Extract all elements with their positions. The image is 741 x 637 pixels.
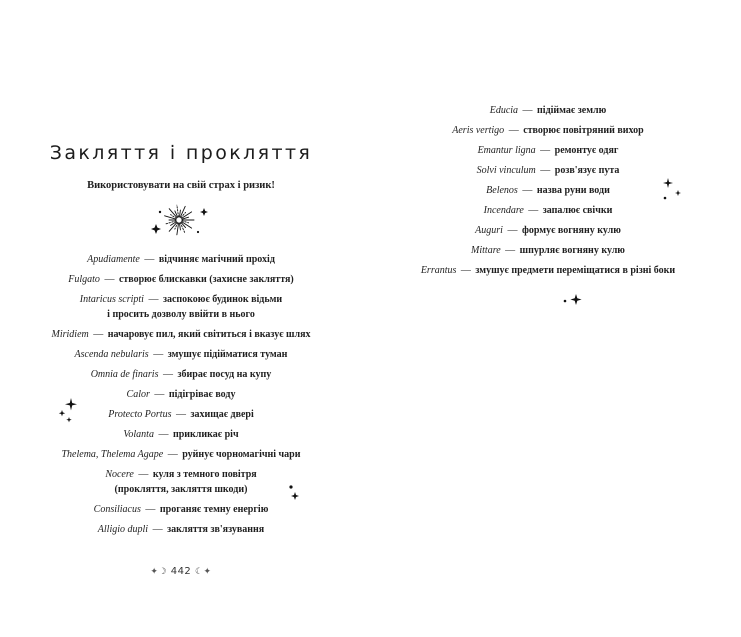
spell-name: Mittare — [471, 245, 501, 256]
spell-name: Auguri — [475, 225, 503, 236]
spell-description: розв'язує пута — [554, 165, 620, 176]
em-dash-separator: — — [154, 389, 165, 400]
em-dash-separator: — — [104, 274, 115, 285]
spell-entry — [372, 203, 724, 218]
em-dash-separator: — — [522, 185, 533, 196]
spell-entry — [0, 292, 362, 322]
em-dash-separator: — — [540, 145, 551, 156]
spell-description: відчиняє магічний прохід — [158, 254, 275, 265]
spell-description: начаровує пил, який світиться і вказує шлях — [107, 329, 311, 340]
spell-entry — [0, 467, 362, 497]
em-dash-separator: — — [152, 524, 163, 535]
spell-description: прикликає річ — [172, 429, 239, 440]
spell-name: Miridiem — [51, 329, 89, 340]
em-dash-separator: — — [158, 429, 169, 440]
em-dash-separator: — — [508, 125, 519, 136]
spell-name: Intaricus scripti — [79, 294, 144, 305]
em-dash-separator: — — [93, 329, 104, 340]
spell-name: Alligio dupli — [97, 524, 149, 535]
spell-entry — [372, 243, 724, 258]
spell-name: Nocere — [105, 469, 134, 480]
sparkle-icon — [660, 176, 682, 204]
spell-name: Errantus — [420, 265, 457, 276]
spell-name: Solvi vinculum — [476, 165, 536, 176]
spell-name: Emantur ligna — [477, 145, 536, 156]
spell-description: ремонтує одяг — [554, 145, 619, 156]
spell-name: Belenos — [486, 185, 518, 196]
em-dash-separator: — — [145, 504, 156, 515]
page-number: 442 — [170, 566, 192, 577]
spell-description-continued: і просить дозволу ввійти в нього — [107, 309, 255, 320]
spell-entry — [372, 103, 724, 118]
spell-description: формує вогняну кулю — [521, 225, 621, 236]
spell-entry — [0, 407, 362, 422]
spell-name: Ascenda nebularis — [74, 349, 149, 360]
spell-description: створює блискавки (захисне закляття) — [118, 274, 294, 285]
spell-name: Aeris vertigo — [452, 125, 505, 136]
starburst-icon — [146, 202, 212, 240]
spell-name: Incendare — [483, 205, 524, 216]
sparkle-icon — [562, 292, 586, 308]
spell-name: Educia — [489, 105, 519, 116]
spell-name: Calor — [126, 389, 150, 400]
em-dash-separator: — — [507, 225, 518, 236]
em-dash-separator: — — [540, 165, 551, 176]
spell-name: Thelema, Thelema Agape — [61, 449, 164, 460]
spell-description: підігріває воду — [168, 389, 236, 400]
spell-name: Apudiamente — [87, 254, 140, 265]
em-dash-separator: — — [167, 449, 178, 460]
spell-description: збирає посуд на купу — [177, 369, 272, 380]
spell-description: змушує підійматися туман — [167, 349, 288, 360]
page-subtitle: Використовувати на свій страх і ризик! — [87, 180, 275, 191]
spell-description: проганяє темну енергію — [159, 504, 269, 515]
em-dash-separator: — — [522, 105, 533, 116]
em-dash-separator: — — [460, 265, 471, 276]
spell-description-continued: (прокляття, закляття шкоди) — [114, 484, 248, 495]
spell-description: заспокоює будинок відьми — [162, 294, 283, 305]
em-dash-separator: — — [175, 409, 186, 420]
spell-entry — [0, 347, 362, 362]
spell-description: руйнує чорномагічні чари — [182, 449, 301, 460]
page-number-footer — [0, 566, 362, 577]
spell-entry — [0, 502, 362, 517]
em-dash-separator: — — [148, 294, 159, 305]
crescent-moon-icon: ☾✦ — [194, 567, 212, 577]
em-dash-separator: — — [162, 369, 173, 380]
spell-name: Volanta — [123, 429, 154, 440]
spell-description: закляття зв'язування — [167, 524, 265, 535]
em-dash-separator: — — [505, 245, 516, 256]
spell-description: змушує предмети переміщатися в різні боки — [475, 265, 676, 276]
spell-name: Protecto Portus — [108, 409, 172, 420]
spell-description: підіймає землю — [537, 105, 607, 116]
spell-entry — [0, 447, 362, 462]
em-dash-separator: — — [153, 349, 164, 360]
sparkle-icon — [58, 397, 80, 423]
page-title: Закляття і прокляття — [49, 142, 313, 164]
crescent-moon-icon: ✦☽ — [150, 567, 168, 577]
em-dash-separator: — — [528, 205, 539, 216]
spell-entry — [0, 367, 362, 382]
spell-description: захищає двері — [190, 409, 254, 420]
spell-description: запалює свічки — [542, 205, 613, 216]
spell-description: куля з темного повітря — [152, 469, 257, 480]
spell-description: назва руни води — [536, 185, 610, 196]
em-dash-separator: — — [144, 254, 155, 265]
spell-entry — [372, 263, 724, 278]
spell-name: Omnia de finaris — [90, 369, 159, 380]
spell-entry — [372, 223, 724, 238]
spell-name: Fulgato — [68, 274, 100, 285]
spell-entry — [0, 327, 362, 342]
spell-entry — [0, 387, 362, 402]
em-dash-separator: — — [138, 469, 149, 480]
spell-entry — [0, 272, 362, 287]
spell-entry — [372, 143, 724, 158]
spell-name: Consiliacus — [93, 504, 141, 515]
spell-entry — [0, 252, 362, 267]
spell-entry — [372, 123, 724, 138]
right-page — [372, 0, 741, 637]
spell-description: шпурляє вогняну кулю — [519, 245, 625, 256]
spell-description: створює повітряний вихор — [523, 125, 644, 136]
spell-list-left — [0, 252, 362, 542]
spell-entry — [0, 522, 362, 537]
spell-entry — [0, 427, 362, 442]
sparkle-icon — [286, 483, 302, 503]
